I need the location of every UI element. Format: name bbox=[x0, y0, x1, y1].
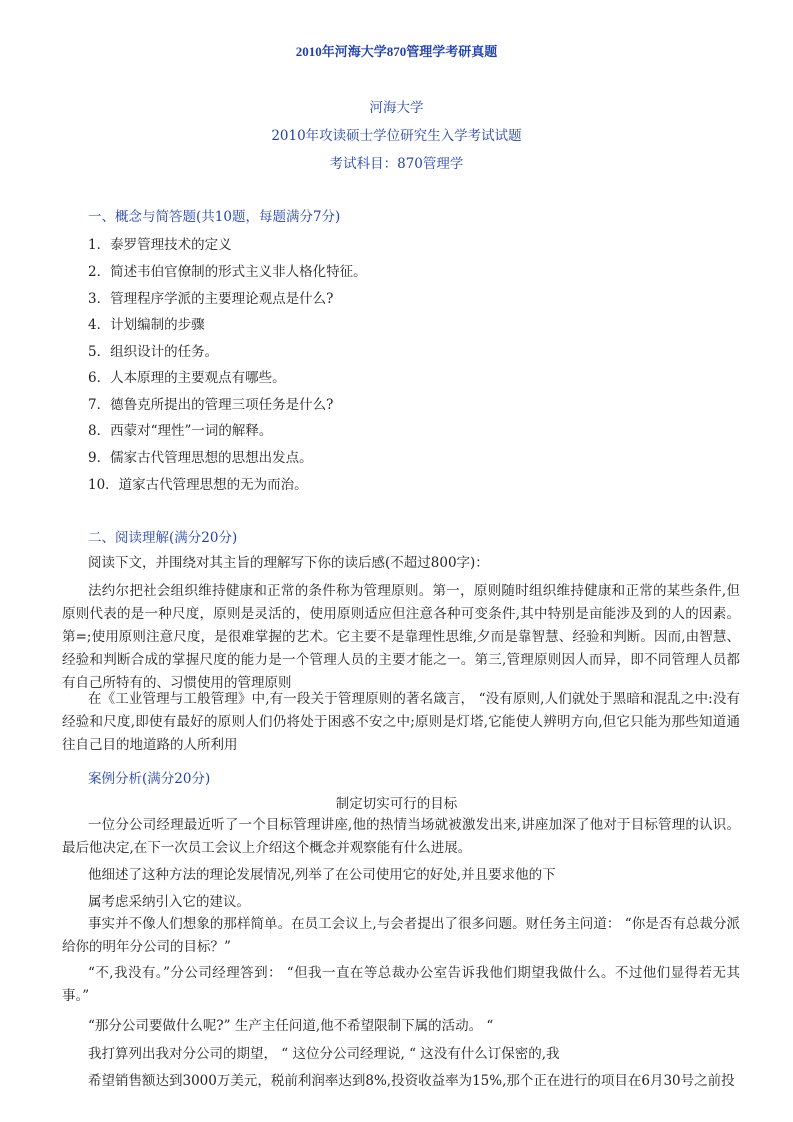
case-paragraph-3: “不,我没有。”分公司经理答到： “但我一直在等总裁办公室告诉我他们期望我做什么。不过他们显得若无其事。” bbox=[62, 965, 740, 1004]
section-3-title: 案例分析(满分20分) bbox=[88, 771, 211, 787]
section-2-title: 二、阅读理解(满分20分) bbox=[88, 530, 238, 546]
reading-paragraph-2: 在《工业管理与工般管理》中,有一段关于管理原则的著名箴言， “没有原则,人们就处于黑暗和混乱之中:没有经验和尺度,即使有最好的原则人们仍将处于困惑不安之中;原则是灯塔,它能使人辨明方向,但它只能为那些知道通往自己目的地道路的人所利用 bbox=[62, 691, 740, 753]
question-item: 10．道家古代管理思想的无为而治。 bbox=[88, 477, 308, 493]
question-item: 2．简述韦伯官僚制的形式主义非人格化特征。 bbox=[88, 264, 367, 280]
question-item: 4．计划编制的步骤 bbox=[88, 317, 205, 333]
university-name: 河海大学 bbox=[369, 100, 424, 116]
section-1-title: 一、概念与简答题(共10题，每题满分7分) bbox=[88, 209, 341, 225]
case-line-3: “那分公司要做什么呢?” 生产主任问道,他不希望限制下属的活动。 “ bbox=[88, 1018, 494, 1034]
reading-paragraph-1: 法约尔把社会组织维持健康和正常的条件称为管理原则。第一，原则随时组织维持健康和正常的某些条件,但原则代表的是一种尺度，原则是灵活的，使用原则适应但注意各种可变条件,其中特别是亩能涉及到的人的因素。第=;使用原则注意尺度，是很难掌握的艺术。它主要不是靠理性思维,夕而是靠智慧、经验和判断。因而,由智慧、经验和判断合成的掌握尺度的能力是一个管理人员的主要才能之一。第三,管理原则因人而异，即不同管理人员都有自己所特有的、习惯使用的管理原则 bbox=[62, 583, 740, 691]
reading-instruction: 阅读下文，并围绕对其主旨的理解写下你的读后感(不超过800字)： bbox=[88, 555, 489, 571]
case-paragraph-2: 事实并不像人们想象的那样简单。在员工会议上,与会者提出了很多问题。财任务主问道： “你是否有总裁分派给你的明年分公司的目标？” bbox=[62, 916, 740, 955]
case-line-2: 属考虑采纳引入它的建议。 bbox=[88, 894, 250, 910]
case-paragraph-1: 一位分公司经理最近听了一个目标管理讲座,他的热情当场就被激发出来,讲座加深了他对于目标管理的认识。最后他决定,在下一次员工会议上介绍这个概念并观察能有什么进展。 bbox=[62, 817, 740, 856]
case-line-1: 他细述了这种方法的理论发展情况,列举了在公司使用它的好处,并且要求他的下 bbox=[88, 867, 556, 883]
exam-subject: 考试科目：870管理学 bbox=[329, 156, 464, 172]
document-title: 2010年河海大学870管理学考研真题 bbox=[295, 44, 498, 59]
question-item: 1．泰罗管理技术的定义 bbox=[88, 237, 232, 253]
question-item: 9．儒家古代管理思想的思想出发点。 bbox=[88, 450, 313, 466]
case-title: 制定切实可行的目标 bbox=[335, 796, 458, 812]
question-item: 8．西蒙对“理性”一词的解释。 bbox=[88, 423, 273, 439]
case-line-4: 我打算列出我对分公司的期望， “ 这位分公司经理说, “ 这没有什么订保密的,我 bbox=[88, 1046, 560, 1062]
question-item: 7．德鲁克所提出的管理三项任务是什么? bbox=[88, 397, 334, 413]
case-line-5: 希望销售额达到3000万美元，税前利润率达到8%,投资收益率为15%,那个正在进行的项目在6月30号之前投 bbox=[88, 1073, 735, 1089]
question-item: 5．组织设计的任务。 bbox=[88, 344, 219, 360]
exam-name: 2010年攻读硕士学位研究生入学考试试题 bbox=[271, 128, 522, 144]
question-item: 3．管理程序学派的主要理论观点是什么? bbox=[88, 291, 334, 307]
question-item: 6．人本原理的主要观点有哪些。 bbox=[88, 370, 286, 386]
